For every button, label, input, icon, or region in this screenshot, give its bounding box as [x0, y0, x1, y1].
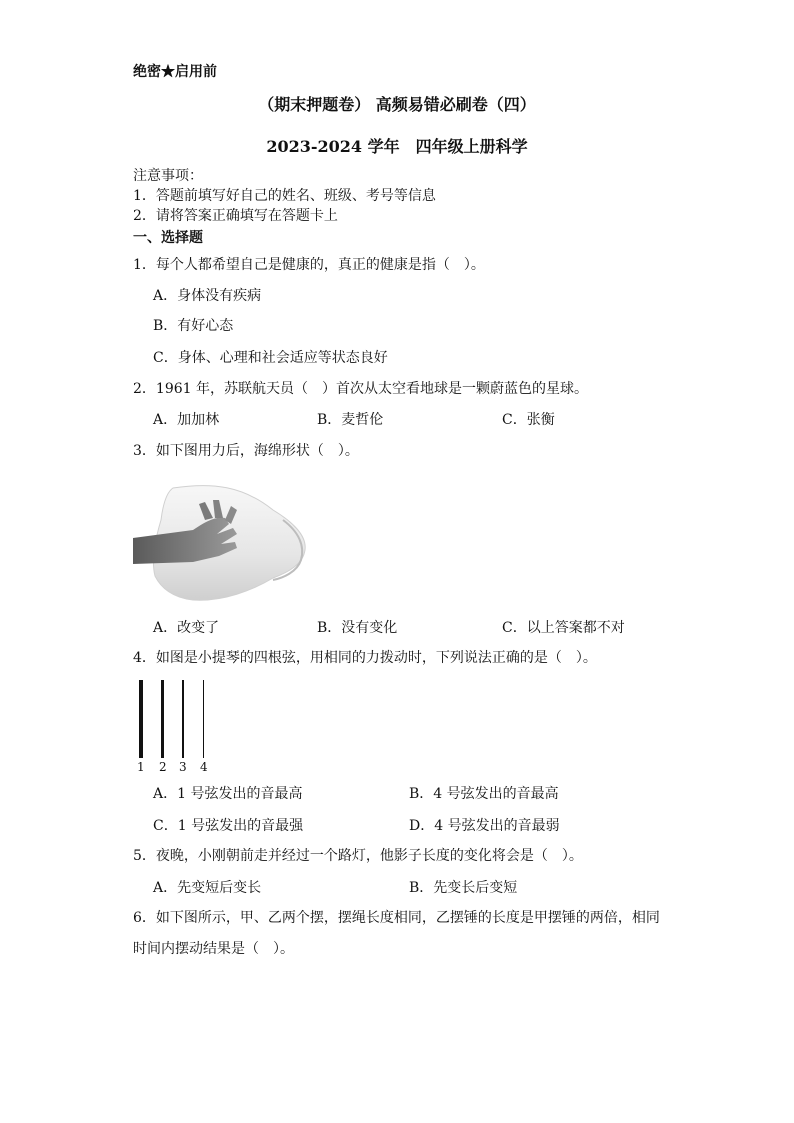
page-subtitle: 2023-2024 学年 四年级上册科学: [266, 137, 528, 156]
page-title: （期末押题卷） 高频易错必刷卷（四）: [258, 95, 536, 114]
sponge-hand-image: [133, 480, 309, 604]
option-c: C．以上答案都不对: [502, 620, 625, 636]
option-d: D．4 号弦发出的音最弱: [409, 818, 560, 834]
string-3: [182, 680, 184, 758]
string-number: 4: [200, 760, 208, 774]
option-a: A．加加林: [153, 412, 220, 428]
string-number: 1: [137, 760, 145, 774]
option-b: B．先变长后变短: [409, 880, 518, 896]
option-a: A．先变短后变长: [153, 880, 262, 896]
option-a: A．改变了: [153, 620, 220, 636]
question-stem: 4．如图是小提琴的四根弦，用相同的力拨动时，下列说法正确的是（ ）。: [133, 650, 597, 666]
option-a: A．身体没有疾病: [153, 288, 262, 304]
secret-label: 绝密★启用前: [133, 64, 217, 80]
question-stem: 1．每个人都希望自己是健康的，真正的健康是指（ ）。: [133, 257, 485, 273]
option-b: B．没有变化: [317, 620, 398, 636]
string-number: 2: [159, 760, 167, 774]
option-b: B．有好心态: [153, 318, 234, 334]
question-stem: 6．如下图所示，甲、乙两个摆，摆绳长度相同，乙摆锤的长度是甲摆锤的两倍，相同: [133, 910, 660, 926]
string-4: [203, 680, 204, 758]
question-stem: 5．夜晚，小刚朝前走并经过一个路灯，他影子长度的变化将会是（ ）。: [133, 848, 583, 864]
question-stem: 3．如下图用力后，海绵形状（ ）。: [133, 443, 359, 459]
string-2: [161, 680, 164, 758]
option-c: C．1 号弦发出的音最强: [153, 818, 304, 834]
question-stem-continued: 时间内摆动结果是（ ）。: [133, 941, 294, 957]
notice-item: 2．请将答案正确填写在答题卡上: [133, 208, 338, 224]
notice-item: 1．答题前填写好自己的姓名、班级、考号等信息: [133, 188, 436, 204]
section-title: 一、选择题: [133, 230, 203, 246]
violin-strings-figure: [133, 678, 213, 778]
option-c: C．身体、心理和社会适应等状态良好: [153, 350, 388, 366]
question-stem: 2．1961 年，苏联航天员（ ）首次从太空看地球是一颗蔚蓝色的星球。: [133, 381, 588, 397]
string-number: 3: [179, 760, 187, 774]
option-b: B．麦哲伦: [317, 412, 384, 428]
option-a: A．1 号弦发出的音最高: [153, 786, 303, 802]
option-c: C．张衡: [502, 412, 555, 428]
option-b: B．4 号弦发出的音最高: [409, 786, 559, 802]
string-1: [139, 680, 143, 758]
notice-heading: 注意事项：: [133, 168, 203, 184]
